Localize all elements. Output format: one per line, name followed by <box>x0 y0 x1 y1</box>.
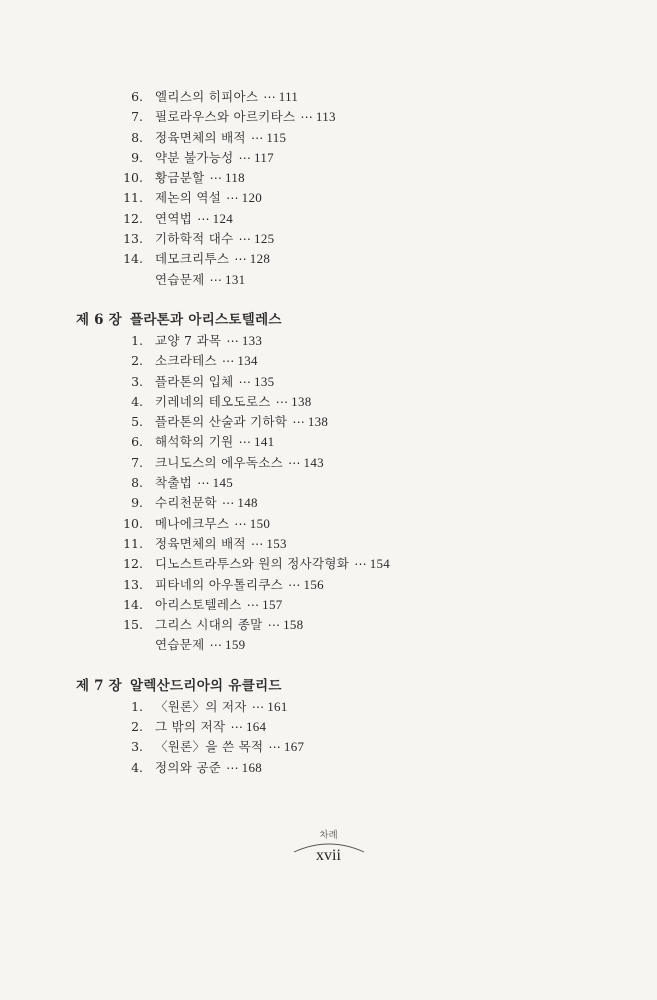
entry-leader: ⋯ <box>288 454 300 470</box>
entry-page-number: 158 <box>283 617 304 633</box>
entry-leader: ⋯ <box>230 719 242 735</box>
chapter-title: 알렉산드리아의 유클리드 <box>130 677 282 694</box>
entry-leader: ⋯ <box>197 210 209 226</box>
entry-number: 14. <box>123 596 143 612</box>
entry-page-number: 168 <box>241 759 263 775</box>
entry-title-group <box>155 188 262 208</box>
entry-title-group <box>155 635 245 655</box>
entry-number: 7. <box>131 109 143 125</box>
entry-title-group <box>155 453 324 473</box>
entry-number: 6. <box>131 434 143 450</box>
entry-title: 데모크리투스 <box>155 251 230 267</box>
entry-page-number: 153 <box>266 535 287 551</box>
chapter-number: 제 7 장 <box>76 677 122 694</box>
entry-leader: ⋯ <box>226 190 238 206</box>
toc-entries <box>0 87 657 778</box>
entry-page-number: 157 <box>262 596 283 612</box>
entry-leader: ⋯ <box>234 515 246 531</box>
entry-title: 황금분할 <box>155 170 205 186</box>
entry-title: 정의와 공준 <box>155 759 222 775</box>
toc-entry[interactable] <box>0 595 657 615</box>
entry-title-group <box>155 554 390 574</box>
entry-title: 수리천문학 <box>155 495 217 511</box>
entry-page-number: 161 <box>267 698 288 714</box>
toc-entry[interactable] <box>0 514 657 534</box>
entry-page-number: 134 <box>237 353 258 369</box>
chapter-heading <box>0 309 657 331</box>
toc-entry[interactable] <box>0 148 657 168</box>
entry-title-group <box>155 107 336 127</box>
entry-title-group <box>155 758 262 778</box>
entry-title-group <box>155 575 324 595</box>
toc-entry[interactable] <box>0 107 657 127</box>
entry-title-group <box>155 209 233 229</box>
entry-title: 엘리스의 히피아스 <box>155 89 259 104</box>
entry-leader: ⋯ <box>268 739 280 755</box>
toc-entry[interactable] <box>0 473 657 493</box>
entry-leader: ⋯ <box>288 576 300 592</box>
entry-leader: ⋯ <box>221 495 234 511</box>
entry-title-group <box>155 270 245 290</box>
entry-number: 12. <box>123 556 143 572</box>
entry-page-number: 113 <box>315 109 336 125</box>
entry-number: 5. <box>131 414 143 430</box>
toc-entry[interactable] <box>0 249 657 269</box>
toc-entry[interactable] <box>0 392 657 412</box>
entry-title-group <box>155 717 266 737</box>
entry-title: 약분 불가능성 <box>155 149 234 165</box>
entry-leader: ⋯ <box>197 475 209 491</box>
entry-page-number: 145 <box>212 475 234 491</box>
toc-entry[interactable] <box>0 453 657 473</box>
entry-title: 연습문제 <box>155 637 205 653</box>
entry-leader: ⋯ <box>221 353 234 369</box>
entry-number: 4. <box>131 393 143 409</box>
toc-entry[interactable] <box>0 615 657 635</box>
chapter-heading <box>0 675 657 697</box>
entry-leader: ⋯ <box>250 129 263 145</box>
entry-leader: ⋯ <box>238 149 251 165</box>
entry-title-group <box>155 331 262 351</box>
entry-title: 플라톤의 입체 <box>155 373 234 389</box>
entry-title-group <box>155 615 303 635</box>
toc-entry[interactable] <box>0 188 657 208</box>
entry-leader: ⋯ <box>267 617 280 633</box>
toc-entry[interactable] <box>0 717 657 737</box>
entry-number: 15. <box>123 617 143 633</box>
entry-title-group <box>155 595 283 615</box>
entry-title: 아리스토텔레스 <box>155 596 242 612</box>
entry-page-number: 131 <box>225 271 246 287</box>
entry-page-number: 159 <box>225 637 246 653</box>
entry-leader: ⋯ <box>238 231 251 247</box>
entry-number: 10. <box>123 515 143 531</box>
entry-page-number: 125 <box>254 231 275 247</box>
entry-number: 14. <box>123 251 143 267</box>
entry-page-number: 128 <box>249 251 271 267</box>
toc-entry[interactable] <box>0 412 657 432</box>
entry-title: 〈원론〉의 저자 <box>155 698 247 714</box>
footer-section-label: 차례 <box>319 830 338 841</box>
toc-entry[interactable] <box>0 372 657 392</box>
entry-title-group <box>155 148 274 168</box>
entry-title: 피타네의 아우톨리쿠스 <box>155 576 284 592</box>
entry-title: 해석학의 기원 <box>155 434 234 450</box>
entry-leader: ⋯ <box>226 759 238 775</box>
entry-page-number: 154 <box>369 556 391 572</box>
entry-title: 그 밖의 저작 <box>155 719 226 735</box>
entry-leader: ⋯ <box>292 414 304 430</box>
entry-number: 1. <box>131 332 143 348</box>
toc-entry[interactable] <box>0 229 657 249</box>
entry-page-number: 111 <box>278 89 299 104</box>
entry-title: 정육면체의 배적 <box>155 129 246 145</box>
entry-title-group <box>155 697 288 717</box>
toc-entry[interactable] <box>0 168 657 188</box>
entry-leader: ⋯ <box>226 332 238 348</box>
entry-title-group <box>155 737 304 757</box>
entry-title-group <box>155 493 258 513</box>
entry-number: 12. <box>123 210 143 226</box>
entry-number: 10. <box>123 170 143 186</box>
entry-title: 필로라우스와 아르키타스 <box>155 109 296 125</box>
entry-number: 1. <box>131 698 143 714</box>
toc-entry[interactable] <box>0 128 657 148</box>
entry-title-group <box>155 412 328 432</box>
toc-entry[interactable] <box>0 697 657 717</box>
entry-number: 2. <box>131 719 143 735</box>
entry-number: 3. <box>131 373 143 389</box>
entry-number: 8. <box>131 129 143 145</box>
entry-number: 9. <box>131 495 143 511</box>
entry-number: 7. <box>131 454 143 470</box>
toc-entry[interactable] <box>0 635 657 655</box>
entry-title: 교양 7 과목 <box>155 332 222 348</box>
entry-title: 연습문제 <box>155 271 205 287</box>
entry-page-number: 120 <box>241 190 263 206</box>
entry-title-group <box>155 87 298 107</box>
entry-title-group <box>155 534 287 554</box>
entry-page-number: 167 <box>283 739 305 755</box>
entry-title: 제논의 역설 <box>155 190 222 206</box>
entry-number: 6. <box>131 89 143 104</box>
entry-title: 연역법 <box>155 210 193 226</box>
toc-entry[interactable] <box>0 209 657 229</box>
entry-title: 착출법 <box>155 475 193 491</box>
entry-page-number: 164 <box>245 719 267 735</box>
entry-title: 플라톤의 산술과 기하학 <box>155 414 288 430</box>
entry-leader: ⋯ <box>251 698 264 714</box>
entry-title: 기하학적 대수 <box>155 231 234 247</box>
entry-title: 〈원론〉을 쓴 목적 <box>155 739 264 755</box>
entry-page-number: 141 <box>254 434 275 450</box>
toc-entry[interactable] <box>0 87 657 107</box>
entry-title-group <box>155 372 274 392</box>
entry-leader: ⋯ <box>275 393 288 409</box>
entry-title: 메나에크무스 <box>155 515 230 531</box>
entry-page-number: 118 <box>225 170 245 186</box>
toc-entry[interactable] <box>0 554 657 574</box>
entry-title: 정육면체의 배적 <box>155 535 246 551</box>
entry-title-group <box>155 168 245 188</box>
toc-entry[interactable] <box>0 351 657 371</box>
entry-number: 2. <box>131 353 143 369</box>
entry-leader: ⋯ <box>234 251 246 267</box>
entry-title: 크니도스의 에우독소스 <box>155 454 284 470</box>
entry-title-group <box>155 432 274 452</box>
entry-page-number: 148 <box>237 495 258 511</box>
entry-page-number: 124 <box>212 210 234 226</box>
entry-leader: ⋯ <box>209 170 222 186</box>
entry-page-number: 133 <box>241 332 263 348</box>
entry-title: 소크라테스 <box>155 353 217 369</box>
entry-page-number: 143 <box>303 454 324 470</box>
entry-number: 13. <box>123 576 143 592</box>
entry-title-group <box>155 249 270 269</box>
toc-entry[interactable] <box>0 493 657 513</box>
entry-title-group <box>155 392 312 412</box>
entry-title-group <box>155 473 233 493</box>
toc-entry[interactable] <box>0 331 657 351</box>
toc-entry[interactable] <box>0 758 657 778</box>
entry-leader: ⋯ <box>354 556 366 572</box>
entry-page-number: 115 <box>266 129 287 145</box>
entry-page-number: 156 <box>303 576 324 592</box>
entry-number: 13. <box>123 231 143 247</box>
toc-entry[interactable] <box>0 737 657 757</box>
entry-title: 그리스 시대의 종말 <box>155 617 263 633</box>
entry-page-number: 117 <box>254 149 274 165</box>
entry-page-number: 150 <box>249 515 271 531</box>
entry-title-group <box>155 514 270 534</box>
entry-page-number: 138 <box>307 414 329 430</box>
entry-leader: ⋯ <box>263 89 275 104</box>
entry-leader: ⋯ <box>209 271 222 287</box>
toc-entry[interactable] <box>0 575 657 595</box>
entry-title-group <box>155 351 258 371</box>
toc-entry[interactable] <box>0 534 657 554</box>
entry-leader: ⋯ <box>300 109 312 125</box>
toc-entry[interactable] <box>0 270 657 290</box>
footer-page-number: xvii <box>316 847 341 864</box>
entry-number: 4. <box>131 759 143 775</box>
entry-title-group <box>155 229 274 249</box>
chapter-title: 플라톤과 아리스토텔레스 <box>130 311 282 328</box>
entry-leader: ⋯ <box>209 637 222 653</box>
entry-leader: ⋯ <box>238 434 251 450</box>
entry-leader: ⋯ <box>246 596 259 612</box>
entry-number: 8. <box>131 475 143 491</box>
chapter-number: 제 6 장 <box>76 311 122 328</box>
entry-title: 디노스트라투스와 원의 정사각형화 <box>155 556 350 572</box>
entry-page-number: 135 <box>254 373 275 389</box>
entry-leader: ⋯ <box>250 535 263 551</box>
entry-number: 11. <box>123 190 143 206</box>
entry-number: 11. <box>123 535 143 551</box>
entry-number: 3. <box>131 739 143 755</box>
entry-title: 키레네의 테오도로스 <box>155 393 271 409</box>
entry-number: 9. <box>131 149 143 165</box>
entry-page-number: 138 <box>291 393 312 409</box>
entry-title-group <box>155 128 286 148</box>
toc-entry[interactable] <box>0 432 657 452</box>
entry-leader: ⋯ <box>238 373 251 389</box>
